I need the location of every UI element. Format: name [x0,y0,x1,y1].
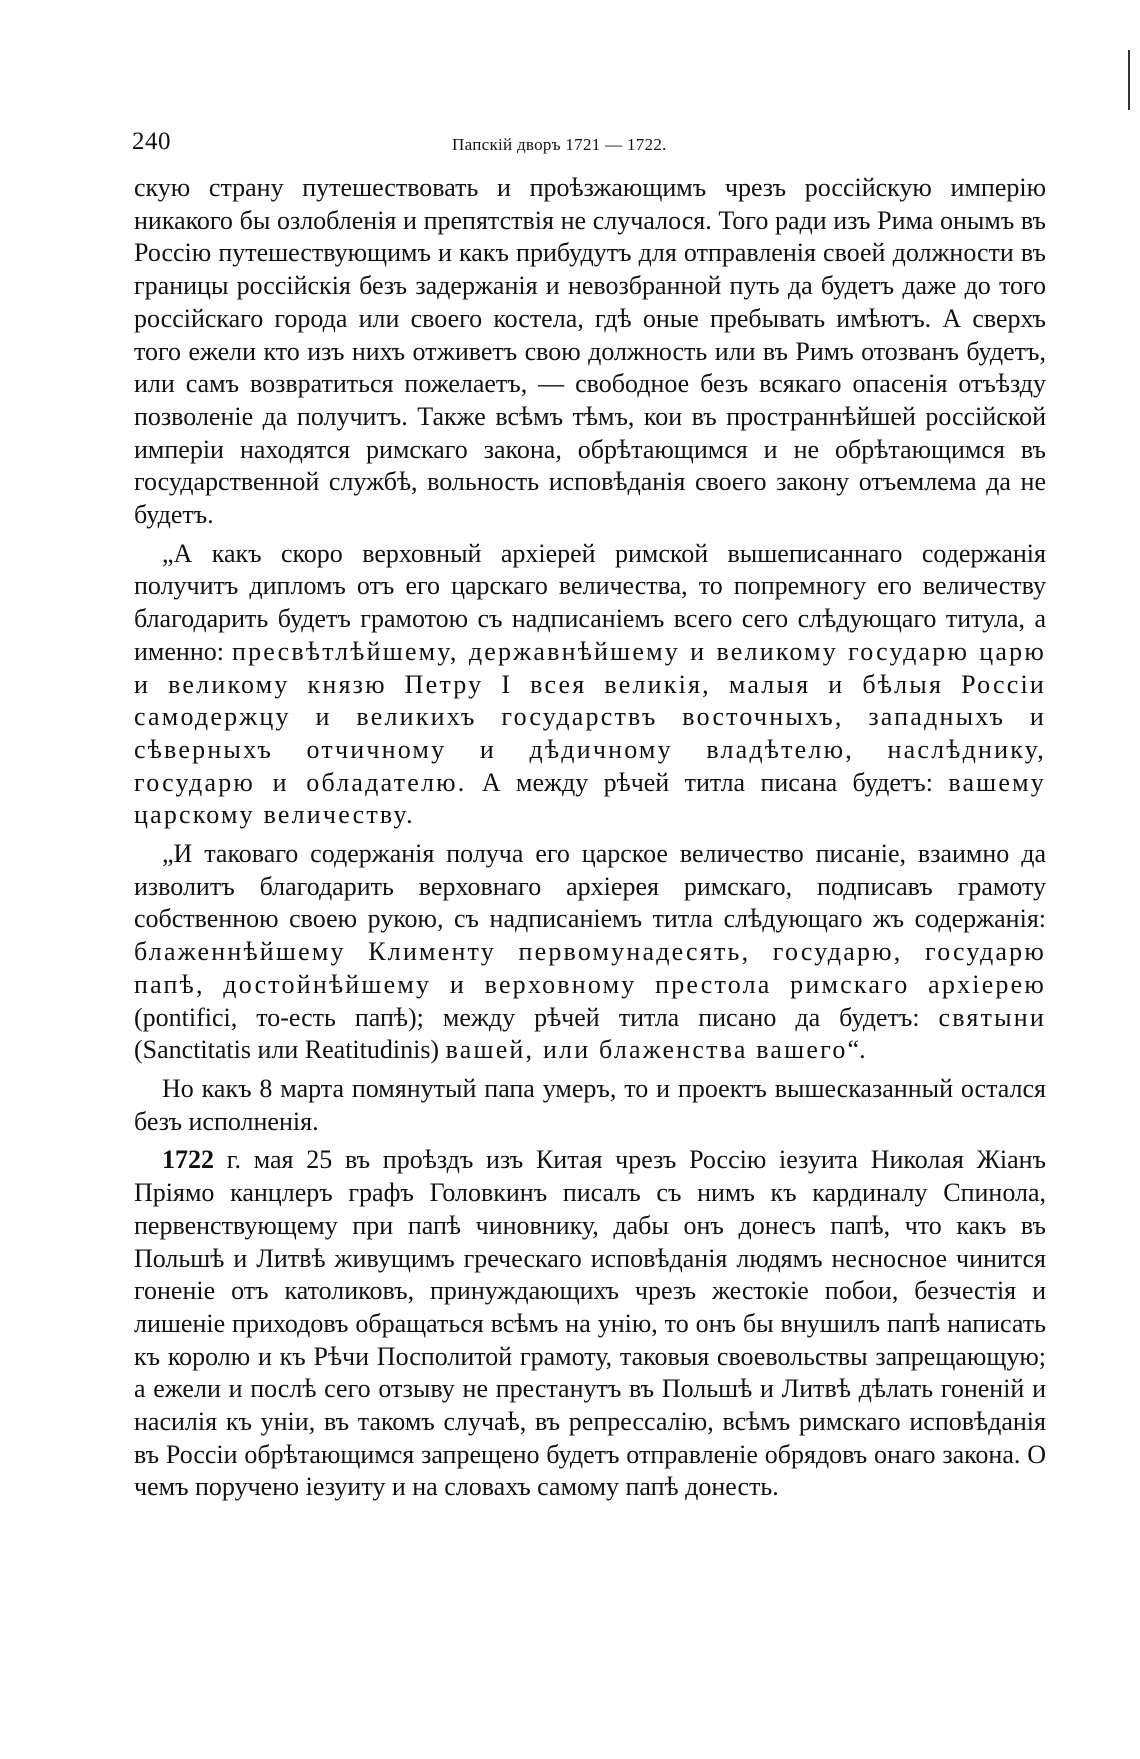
pope-title: блаженнѣйшему Клименту первомунадесять, государю, государю папѣ, достойнѣйшему и верховному престола римскаго архіерею [134,937,1046,999]
paragraph-1 [134,172,1046,532]
text-body [134,172,1046,1510]
paragraph-2-intro: „А какъ скоро верховный архіерей римской вышеписаннаго содержанія получитъ дипломъ отъ его царскаго величества, то попремногу его величеству благодарить будетъ грамотою съ надписаніемъ всего сего слѣдующаго титула, а именно: [134,538,1046,666]
running-title: Папскій дворъ 1721 — 1722. [452,135,667,154]
paragraph-4-text: Но какъ 8 марта помянутый папа умеръ, то и проектъ вышесказанный остался безъ исполненія. [134,1073,1046,1136]
year-1722: 1722 [162,1145,214,1175]
holiness-word: святыни [938,1002,1046,1032]
paragraph-3-paren: (pontifici, то-есть папѣ); между рѣчей титла писано да будетъ: [134,1002,939,1032]
paragraph-4 [134,1073,1046,1138]
paragraph-2 [134,538,1046,832]
tsar-title: пресвѣтлѣйшему, державнѣйшему и великому государю царю и великому князю Петру I всея великія, малыя и бѣлыя Россіи самодержцу и великихъ государствъ восточныхъ, западныхъ и сѣверныхъ отчичному и дѣдичному владѣтелю, наслѣднику, государю и обладателю. [134,636,1046,797]
tsar-address: вашему царскому величеству. [134,767,1046,830]
paragraph-3 [134,838,1046,1067]
page-number: 240 [132,128,171,155]
latin-terms: (Sanctitatis или Reatitudinis) [134,1035,446,1065]
paragraph-3-close: “. [847,1035,866,1065]
page-header [132,128,1050,164]
scan-edge-mark [1128,50,1130,110]
paragraph-1-text: скую страну путешествовать и проѣзжающимъ чрезъ россійскую имперію никакого бы озлобленія и препятствія не случалося. Того ради изъ Рима онымъ въ Россію путешествующимъ и какъ прибудутъ для отправленія своей должности въ границы россійскія безъ задержанія и невозбранной путь да будетъ даже до того россійскаго города или своего костела, гдѣ оные пребывать имѣютъ. А сверхъ того ежели кто изъ нихъ отживетъ свою должность или въ Римъ отозванъ будетъ, или самъ возвратиться пожелаетъ, — свободное безъ всякаго опасенія отъѣзду позволеніе да получитъ. Также всѣмъ тѣмъ, кои въ пространнѣйшей россійской имперіи находятся римскаго закона, обрѣтающимся и не обрѣтающимся въ государственной службѣ, вольность исповѣданія своего закону отъемлема да не будетъ. [134,173,1046,530]
paragraph-3-intro: „И таковаго содержанія получа его царское величество писаніе, взаимно да изволитъ благодарить верховнаго архіерея римскаго, подписавъ грамоту собственною своею рукою, съ надписаніемъ титла слѣдующаго жъ содержанія: [134,839,1046,934]
paragraph-5 [134,1144,1046,1504]
paragraph-5-text: г. мая 25 въ проѣздъ изъ Китая чрезъ Россію іезуита Николая Жіанъ Пріямо канцлеръ графъ Головкинъ писалъ съ нимъ къ кардиналу Спинола, первенствующему при папѣ чиновнику, дабы онъ донесъ папѣ, что какъ въ Польшѣ и Литвѣ живущимъ греческаго исповѣданія людямъ несносное чинится гоненіе отъ католиковъ, принуждающихъ чрезъ жестокіе побои, безчестія и лишеніе приходовъ обращаться всѣмъ на унію, то онъ бы внушилъ папѣ написать къ королю и къ Рѣчи Посполитой грамоту, таковыя своевольствы запрещающую; а ежели и послѣ сего отзыву не престанутъ въ Польшѣ и Литвѣ дѣлать гоненій и насилія къ уніи, въ такомъ случаѣ, въ репрессалію, всѣмъ римскаго исповѣданія въ Россіи обрѣтающимся запрещено будетъ отправленіе обрядовъ онаго закона. О чемъ поручено іезуиту и на словахъ самому папѣ донесть. [134,1145,1046,1502]
pope-address: вашей, или блаженства вашего [445,1035,848,1065]
paragraph-2-mid: А между рѣчей титла писана будетъ: [466,767,949,797]
